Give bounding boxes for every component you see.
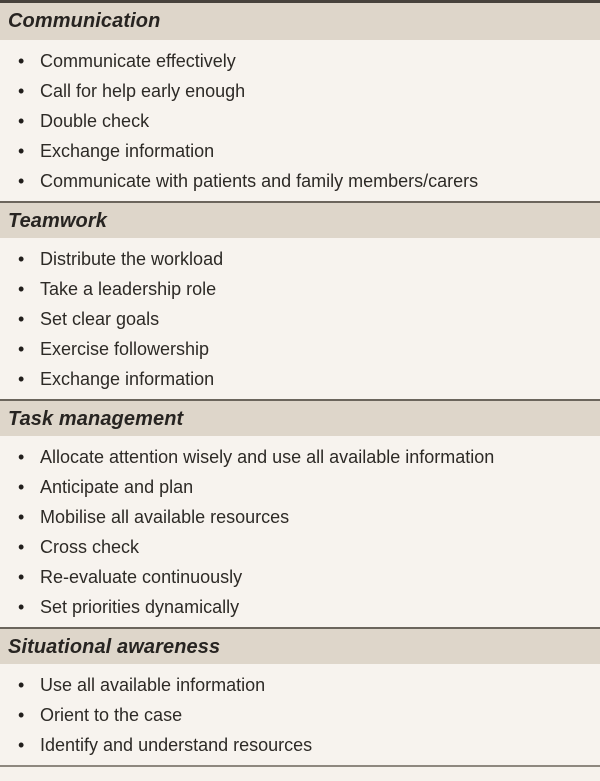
bullet-icon: • xyxy=(18,734,25,755)
list-item-label: Re-evaluate continuously xyxy=(40,566,243,587)
bullet-icon: • xyxy=(18,248,25,269)
section-header: Situational awareness xyxy=(0,627,600,664)
section-teamwork xyxy=(0,201,600,399)
list-item xyxy=(0,244,600,274)
bullet-icon: • xyxy=(18,566,25,587)
section-header: Teamwork xyxy=(0,201,600,238)
list-item-label: Identify and understand resources xyxy=(40,734,313,755)
bullet-list xyxy=(0,238,600,399)
section-task-management xyxy=(0,399,600,627)
list-item xyxy=(0,76,600,106)
bullet-icon: • xyxy=(18,80,25,101)
list-item-label: Orient to the case xyxy=(40,704,183,725)
list-item xyxy=(0,136,600,166)
list-item xyxy=(0,532,600,562)
bullet-icon: • xyxy=(18,446,25,467)
list-item xyxy=(0,364,600,394)
bullet-icon: • xyxy=(18,140,25,161)
list-item-label: Communicate with patients and family members/carers xyxy=(40,170,479,191)
bullet-icon: • xyxy=(18,704,25,725)
list-item xyxy=(0,46,600,76)
list-item-label: Anticipate and plan xyxy=(40,476,194,497)
page-bottom-strip xyxy=(0,767,600,773)
list-item xyxy=(0,166,600,196)
list-item xyxy=(0,442,600,472)
bullet-icon: • xyxy=(18,506,25,527)
bullet-list xyxy=(0,40,600,201)
list-item-label: Communicate effectively xyxy=(40,50,236,71)
list-item-label: Mobilise all available resources xyxy=(40,506,290,527)
list-item xyxy=(0,274,600,304)
bullet-icon: • xyxy=(18,368,25,389)
section-header: Task management xyxy=(0,399,600,436)
bullet-icon: • xyxy=(18,278,25,299)
bullet-icon: • xyxy=(18,596,25,617)
section-communication xyxy=(0,3,600,201)
list-item xyxy=(0,472,600,502)
list-item-label: Distribute the workload xyxy=(40,248,224,269)
list-item xyxy=(0,304,600,334)
section-header: Communication xyxy=(0,3,600,40)
list-item xyxy=(0,106,600,136)
list-item-label: Double check xyxy=(40,110,150,131)
bullet-list xyxy=(0,664,600,765)
bullet-icon: • xyxy=(18,476,25,497)
bullet-icon: • xyxy=(18,674,25,695)
list-item-label: Exchange information xyxy=(40,368,215,389)
list-item-label: Exchange information xyxy=(40,140,215,161)
list-item-label: Call for help early enough xyxy=(40,80,246,101)
bullet-icon: • xyxy=(18,170,25,191)
list-item-label: Use all available information xyxy=(40,674,266,695)
list-item-label: Take a leadership role xyxy=(40,278,217,299)
section-situational-awareness xyxy=(0,627,600,765)
list-item xyxy=(0,700,600,730)
list-item-label: Set clear goals xyxy=(40,308,160,329)
list-item-label: Cross check xyxy=(40,536,140,557)
list-item xyxy=(0,670,600,700)
bullet-icon: • xyxy=(18,308,25,329)
list-item xyxy=(0,334,600,364)
list-item-label: Set priorities dynamically xyxy=(40,596,240,617)
list-item-label: Allocate attention wisely and use all available information xyxy=(40,446,495,467)
list-item xyxy=(0,502,600,532)
list-item-label: Exercise followership xyxy=(40,338,210,359)
bullet-icon: • xyxy=(18,110,25,131)
list-item xyxy=(0,592,600,622)
bullet-icon: • xyxy=(18,338,25,359)
bullet-icon: • xyxy=(18,50,25,71)
bullet-icon: • xyxy=(18,536,25,557)
bullet-list xyxy=(0,436,600,627)
list-item xyxy=(0,562,600,592)
list-item xyxy=(0,730,600,760)
